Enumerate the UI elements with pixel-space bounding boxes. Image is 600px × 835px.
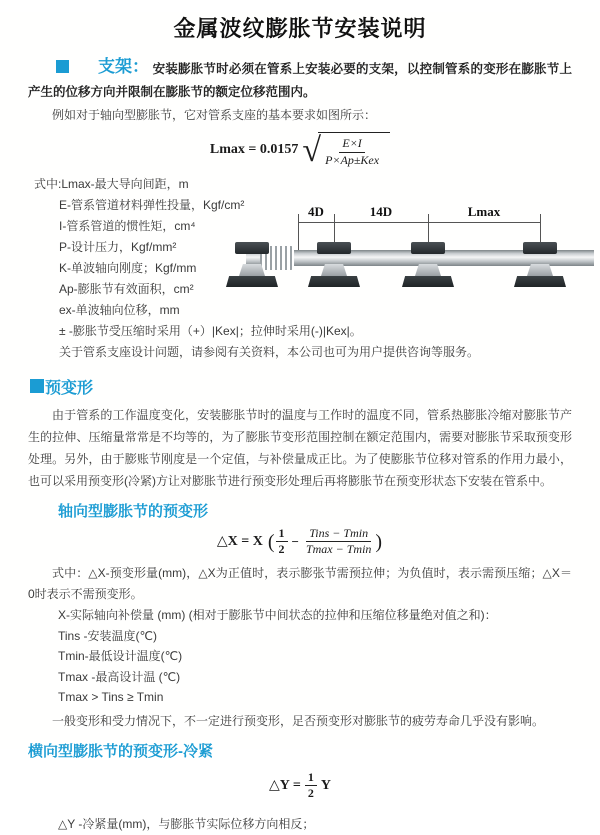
cold-tightening-formula (0, 771, 600, 802)
variable-line: ex-单波轴向位移，mm (59, 302, 180, 317)
variable-line: Tmin-最低设计温度(℃) (58, 649, 183, 664)
pipe-guide-support (514, 242, 566, 288)
lmax-formula-root (318, 132, 390, 168)
lmax-formula-numerator: E×I (339, 137, 364, 153)
pipe-clamp (411, 242, 445, 254)
axial-closing-note: 一般变形和受力情况下，不一定进行预变形，足否预变形对膨胀节的疲劳寿命几乎没有影响。 (52, 713, 545, 728)
support-pedestal (239, 264, 265, 276)
lmax-formula-lhs: Lmax = 0.0157 (209, 141, 299, 157)
axial-variable-list (58, 605, 600, 708)
support-base (308, 276, 360, 287)
page-title: 金属波纹膨胀节安装说明 (173, 16, 427, 41)
axial-preset-heading: 轴向型膨胀节的预变形 (58, 502, 209, 520)
preset-deformation-heading-text: 预变形 (45, 379, 94, 397)
temperature-fraction (303, 527, 374, 558)
variable-line: K-单波轴向刚度；Kgf/mm (59, 260, 197, 275)
variable-line: Ap-膨胀节有效面积，cm² (59, 281, 194, 296)
half-numerator: 1 (305, 771, 317, 787)
document-page (0, 12, 600, 832)
axial-preset-formula (0, 527, 600, 558)
half-denominator: 2 (278, 542, 285, 557)
dimension-tick (298, 214, 299, 250)
sqrt-radical-icon: √ (302, 131, 322, 169)
variable-line: X-实际轴向补偿量 (mm) (相对于膨胀节中间状态的拉伸和压缩位移量绝对值之和)： (58, 608, 497, 623)
dimension-label-4d: 4D (308, 204, 324, 219)
support-base (226, 276, 278, 287)
pipe-support-diagram (246, 202, 594, 300)
support-intro-paragraph (28, 55, 572, 104)
variable-line: P-设计压力，Kgf/mm² (59, 239, 177, 254)
half-denominator: 2 (307, 786, 314, 801)
variable-line: ± -膨胀节受压缩时采用（+）|Kex|；拉伸时采用(-)|Kex|。 (59, 323, 362, 338)
lateral-formula-note: △Y -冷紧量(mm)，与膨胀节实际位移方向相反； (58, 817, 315, 832)
variable-line: I-管系管道的惯性矩，cm⁴ (59, 218, 196, 233)
variable-line: 式中:Lmax-最大导向间距，m (34, 176, 189, 191)
support-pedestal (321, 264, 347, 276)
pipe-guide-support (402, 242, 454, 288)
dimension-label-lmax: Lmax (467, 204, 501, 219)
support-example-text: 例如对于轴向型膨胀节，它对管系支座的基本要求如图所示： (52, 108, 377, 122)
temperature-denominator: Tmax − Tmin (305, 542, 372, 557)
lateral-preset-heading: 横向型膨胀节的预变形-冷紧 (28, 742, 213, 760)
half-fraction (305, 771, 317, 802)
pipe-clamp (235, 242, 269, 254)
axial-formula-lhs: △X = X (216, 534, 263, 550)
support-section-label (56, 55, 149, 78)
lmax-formula-denominator: P×Ap±Kex (325, 152, 380, 167)
right-paren: ) (375, 530, 383, 553)
variable-line: 关于管系支座设计问题，请参阅有关资料，本公司也可为用户提供咨询等服务。 (59, 344, 480, 359)
variable-line: Tmax -最高设计温 (℃) (58, 669, 181, 684)
lateral-formula-rhs: Y (320, 777, 331, 793)
variable-line: E-管系管道材料弹性投量，Kgf/cm² (59, 197, 245, 212)
support-label-text: 支架： (98, 57, 149, 76)
support-pedestal (415, 264, 441, 276)
left-paren: ( (267, 530, 275, 553)
minus-operator: − (291, 533, 299, 549)
axial-formula-note: 式中：△X-预变形量(mm)，△X为正值时，表示膨张节需预拉伸；为负值时，表示需预压缩；△X＝0时表示不需预变形。 (28, 566, 572, 602)
pipe-clamp (317, 242, 351, 254)
anchor-support (226, 242, 278, 288)
variable-line: Tins -安装温度(℃) (58, 628, 158, 643)
half-numerator: 1 (276, 527, 288, 543)
support-base (402, 276, 454, 287)
lmax-formula-fraction (322, 137, 382, 168)
pipe-guide-support (308, 242, 360, 288)
support-pedestal (527, 264, 553, 276)
support-base (514, 276, 566, 287)
lateral-formula-lhs: △Y = (269, 778, 301, 794)
variable-line: Tmax > Tins ≥ Tmin (58, 690, 164, 705)
support-intro-text: 安装膨胀节时必须在管系上安装必要的支架，以控制管系的变形在膨胀节上产生的位移方向并限制在膨胀节的额定位移范围内。 (28, 62, 572, 99)
preset-deformation-heading (30, 375, 600, 398)
section-marker-icon (30, 379, 44, 393)
lmax-formula (0, 132, 600, 168)
pipe-clamp (523, 242, 557, 254)
half-fraction (276, 527, 288, 558)
dimension-label-14d: 14D (369, 204, 393, 219)
section-marker-icon (56, 60, 69, 73)
preset-deformation-paragraph: 由于管系的工作温度变化，安装膨胀节时的温度与工作时的温度不同，管系热膨胀冷缩对膨胀节产生的拉伸、压缩量常常是不均等的，为了膨胀节变形范围控制在额定范围内，需要对膨胀节采取预变形处理。另外，由于膨账节刚度是一个定值，与补偿量成正比。为了使膨胀节位移对管系的作用力最小，也可以采用预变形(冷紧)方让对膨胀节进行预变形处理后再将膨胀节在预变形状态下安装在管系中。 (28, 407, 572, 488)
temperature-numerator: Tins − Tmin (306, 527, 371, 543)
